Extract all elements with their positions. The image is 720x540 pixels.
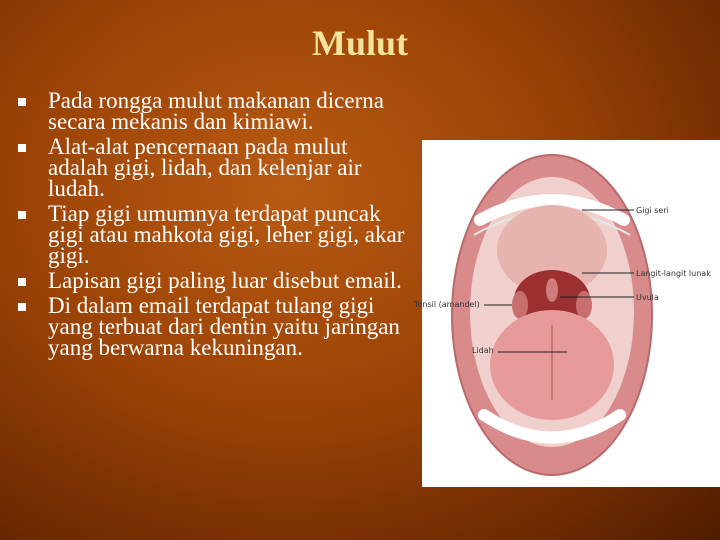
label-uvula: Uvula — [636, 293, 659, 302]
bullet-text: Tiap gigi umumnya terdapat puncak gigi atau mahkota gigi, leher gigi, akar gigi. — [48, 201, 405, 268]
slide-title-wrap — [250, 22, 470, 64]
bullet-text: Pada rongga mulut makanan dicerna secara mekanis dan kimiawi. — [48, 88, 384, 134]
bullet-item — [18, 203, 413, 266]
mouth-illustration — [422, 140, 720, 487]
label-gigi-seri: Gigi seri — [636, 206, 669, 215]
bullet-text: Alat-alat pencernaan pada mulut adalah gigi, lidah, dan kelenjar air ludah. — [48, 134, 362, 201]
mouth-anatomy-figure — [414, 140, 720, 487]
square-bullet-icon — [18, 278, 26, 286]
bullet-list — [18, 90, 413, 362]
square-bullet-icon — [18, 144, 26, 152]
label-lidah: Lidah — [472, 346, 494, 355]
square-bullet-icon — [18, 211, 26, 219]
square-bullet-icon — [18, 303, 26, 311]
bullet-text: Di dalam email terdapat tulang gigi yang terbuat dari dentin yaitu jaringan yang berwarna kekuningan. — [48, 293, 400, 360]
label-langit-langit: Langit-langit lunak — [636, 269, 711, 278]
slide-title: Mulut — [311, 23, 408, 63]
bullet-item — [18, 90, 413, 132]
square-bullet-icon — [18, 98, 26, 106]
bullet-item — [18, 136, 413, 199]
bullet-item — [18, 295, 413, 358]
bullet-item — [18, 270, 413, 291]
label-tonsil: Tonsil (amandel) — [414, 300, 480, 309]
bullet-text: Lapisan gigi paling luar disebut email. — [48, 268, 402, 293]
